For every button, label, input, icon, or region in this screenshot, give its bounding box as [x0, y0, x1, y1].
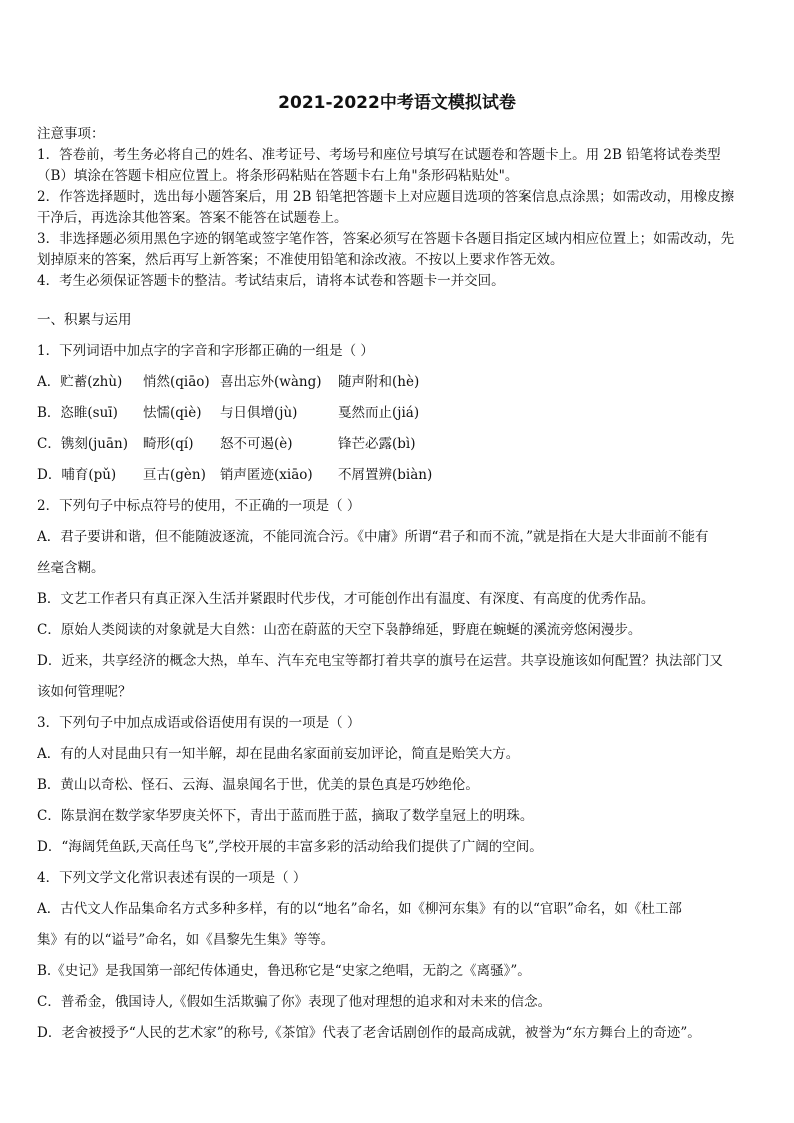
exam-title: 2021-2022中考语文模拟试卷	[278, 93, 516, 113]
q1-a-word-4: 随声附和(hè)	[338, 374, 420, 390]
q2-line-3: B．文艺工作者只有真正深入生活并紧跟时代步伐，才可能创作出有温度、有深度、有高度的优秀作品。	[37, 591, 655, 607]
q1-d-word-1: D．哺育(pǔ)	[37, 467, 117, 483]
q4-line-1: A．古代文人作品集命名方式多种多样，有的以“地名”命名，如《柳河东集》有的以“官职”命名，如《杜工部	[37, 901, 682, 917]
q4-stem: 4．下列文学文化常识表述有误的一项是（ ）	[37, 870, 307, 886]
q1-d-word-4: 不屑置辨(biàn)	[338, 467, 433, 483]
notice-line-4: 干净后，再选涂其他答案。答案不能答在试题卷上。	[37, 210, 348, 226]
q2-line-2: 丝毫含糊。	[37, 560, 105, 576]
q1-stem: 1．下列词语中加点字的字音和字形都正确的一组是（ ）	[37, 343, 374, 359]
q1-b-word-1: B．恣睢(suī)	[37, 405, 118, 421]
q4-line-3: B.《史记》是我国第一部纪传体通史，鲁迅称它是“史家之绝唱，无韵之《离骚》”。	[37, 963, 531, 979]
q2-stem: 2．下列句子中标点符号的使用，不正确的一项是（ ）	[37, 498, 361, 514]
q1-d-word-3: 销声匿迹(xiāo)	[220, 467, 313, 483]
q4-line-5: D．老舍被授予“人民的艺术家”的称号,《茶馆》代表了老舍话剧创作的最高成就，被誉为“东方舞台上的奇迹”。	[37, 1025, 701, 1041]
q1-option-c	[37, 435, 759, 453]
q4-line-4: C．普希金，俄国诗人,《假如生活欺骗了你》表现了他对理想的追求和对未来的信念。	[37, 994, 552, 1010]
q1-c-word-1: C．镌刻(juān)	[37, 436, 128, 452]
q2-line-5: D．近来，共享经济的概念大热，单车、汽车充电宝等都打着共享的旗号在运营。共享设施该如何配置？执法部门又	[37, 653, 723, 669]
q2-line-4: C．原始人类阅读的对象就是大自然：山峦在蔚蓝的天空下袅静绵延，野鹿在蜿蜒的溪流旁悠闲漫步。	[37, 622, 642, 638]
notice-line-6: 划掉原来的答案，然后再写上新答案；不准使用铅笔和涂改液。不按以上要求作答无效。	[37, 252, 564, 268]
q1-a-word-1: A．贮蓄(zhù)	[37, 374, 123, 390]
notice-line-7: 4．考生必须保证答题卡的整洁。考试结束后，请将本试卷和答题卡一并交回。	[37, 273, 505, 289]
q3-line-1: A．有的人对昆曲只有一知半解，却在昆曲名家面前妄加评论，简直是贻笑大方。	[37, 746, 520, 762]
notice-line-2: （B）填涂在答题卡相应位置上。将条形码粘贴在答题卡右上角"条形码粘贴处"。	[37, 168, 519, 184]
q1-b-word-4: 戛然而止(jiá)	[338, 405, 420, 421]
q4-line-2: 集》有的以“谥号”命名，如《昌黎先生集》等等。	[37, 932, 335, 948]
notice-line-1: 1．答卷前，考生务必将自己的姓名、准考证号、考场号和座位号填写在试题卷和答题卡上。用 2B 铅笔将试卷类型	[37, 147, 721, 163]
q1-b-word-2: 怯懦(qiè)	[143, 405, 202, 421]
q1-b-word-3: 与日俱增(jù)	[220, 405, 298, 421]
q1-option-a	[37, 373, 759, 391]
q1-option-b	[37, 404, 759, 422]
q2-line-1: A．君子要讲和谐，但不能随波逐流，不能同流合污。《中庸》所谓“君子和而不流，”就是指在大是大非面前不能有	[37, 529, 709, 545]
q1-c-word-4: 锋芒必露(bì)	[338, 436, 416, 452]
notice-line-5: 3．非选择题必须用黑色字迹的钢笔或签字笔作答，答案必须写在答题卡各题目指定区域内相应位置上；如需改动，先	[37, 231, 735, 247]
q3-stem: 3．下列句子中加点成语或俗语使用有误的一项是（ ）	[37, 715, 361, 731]
q1-c-word-2: 畸形(qí)	[143, 436, 194, 452]
notice-heading: 注意事项：	[37, 126, 105, 142]
q3-line-2: B．黄山以奇松、怪石、云海、温泉闻名于世，优美的景色真是巧妙绝伦。	[37, 777, 479, 793]
q1-a-word-3: 喜出忘外(wàng)	[220, 374, 322, 390]
section-heading: 一、积累与运用	[37, 312, 132, 328]
q2-line-6: 该如何管理呢？	[37, 684, 132, 700]
notice-line-3: 2．作答选择题时，选出每小题答案后，用 2B 铅笔把答题卡上对应题目选项的答案信息点涂黑；如需改动，用橡皮擦	[37, 189, 735, 205]
q3-line-4: D．“海阔凭鱼跃,天高任鸟飞”,学校开展的丰富多彩的活动给我们提供了广阔的空间。	[37, 839, 543, 855]
q3-line-3: C．陈景润在数学家华罗庚关怀下，青出于蓝而胜于蓝，摘取了数学皇冠上的明珠。	[37, 808, 534, 824]
q1-option-d	[37, 466, 759, 484]
q1-a-word-2: 悄然(qiāo)	[143, 374, 210, 390]
q1-c-word-3: 怒不可遏(è)	[220, 436, 293, 452]
q1-d-word-2: 亘古(gèn)	[143, 467, 206, 483]
